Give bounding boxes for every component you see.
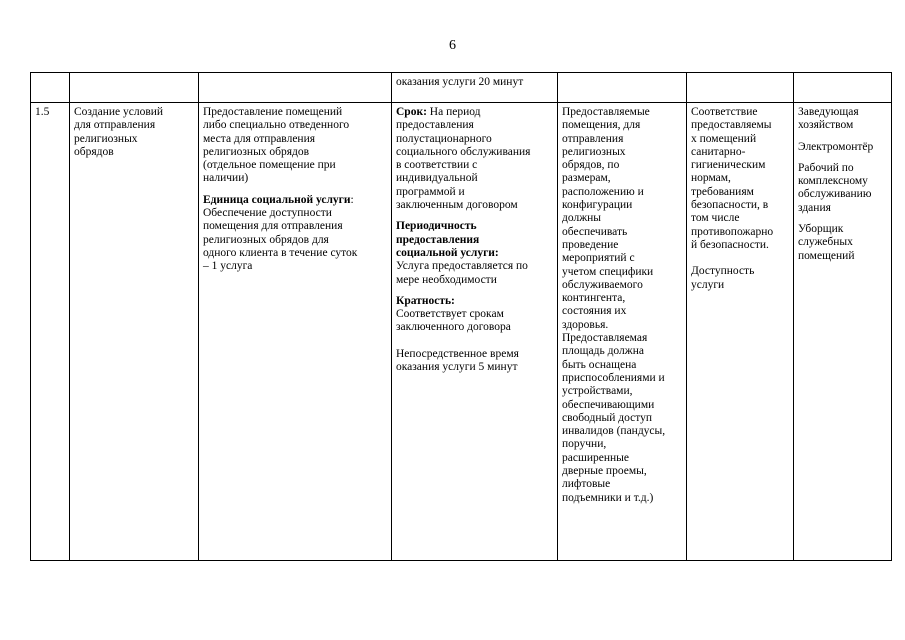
cell-empty [199, 73, 392, 103]
row-number: 1.5 [35, 106, 50, 118]
unit-text: Обеспечение доступности помещения для отправления религиозных обрядов для одного клиента в течение суток – 1 услуга [203, 207, 358, 273]
cell-conditions [558, 103, 687, 561]
cell-empty [31, 73, 70, 103]
services-table [30, 72, 892, 561]
freq-text: Соответствует срокам заключенного договора [396, 308, 511, 334]
cell-time-continuation [392, 73, 558, 103]
freq-label: Кратность: [396, 294, 455, 307]
quality-text-2: Доступность услуги [691, 265, 755, 291]
conditions-text: Предоставляемые помещения, для отправления религиозных обрядов, по размерам, расположению и конфигурации должны обеспечивать проведение мероприятий с учетом специфики обслуживаемого контингента, состояния их здоровья. Предоставляемая площадь должна быть оснащена приспособлениями и устройствами, обеспечивающими свободный доступ инвалидов (пандусы, поручни, расширенные дверные проемы, лифтовые подъемники и т.д.) [562, 106, 666, 504]
staff-item: Электромонтёр [798, 140, 874, 153]
cell-empty [687, 73, 794, 103]
cell-description [199, 103, 392, 561]
term-text: На период [426, 106, 481, 118]
period-label: Периодичность предоставления социальной услуги: [396, 220, 499, 259]
table-row [31, 103, 892, 561]
term-label: Срок: [396, 106, 427, 118]
cell-empty [794, 73, 892, 103]
staff-item: Заведующая хозяйством [798, 106, 859, 132]
cell-service-name [70, 103, 199, 561]
quality-text-1: Соответствие предоставляемы х помещений санитарно- гигиеническим нормам, требованиям безопасности, в том числе противопожарно й безопасности. [691, 106, 774, 251]
cell-terms [392, 103, 558, 561]
cell-empty [70, 73, 199, 103]
cell-staff [794, 103, 892, 561]
service-name: Создание условий для отправления религиозных обрядов [74, 106, 164, 158]
cell-empty [558, 73, 687, 103]
time-text: Непосредственное время оказания услуги 5 минут [396, 347, 519, 374]
table-row-continuation [31, 73, 892, 103]
unit-colon: : [350, 193, 354, 206]
period-text: Услуга предоставляется по мере необходимости [396, 260, 528, 286]
cell-quality [687, 103, 794, 561]
time-continuation-text: оказания услуги 20 минут [396, 76, 524, 88]
unit-label: Единица социальной услуги [203, 193, 351, 206]
cell-number [31, 103, 70, 561]
page-number: 6 [449, 38, 456, 53]
staff-item: Рабочий по комплексному обслуживанию здания [798, 161, 872, 214]
term-text-continued: предоставления полустационарного социального обслуживания в соответствии с индивидуальной программой и заключенным договором [396, 119, 531, 212]
staff-item: Уборщик служебных помещений [798, 223, 855, 262]
service-description: Предоставление помещений либо специально отведенного места для отправления религиозных обрядов (отдельное помещение при наличии) [203, 106, 350, 185]
